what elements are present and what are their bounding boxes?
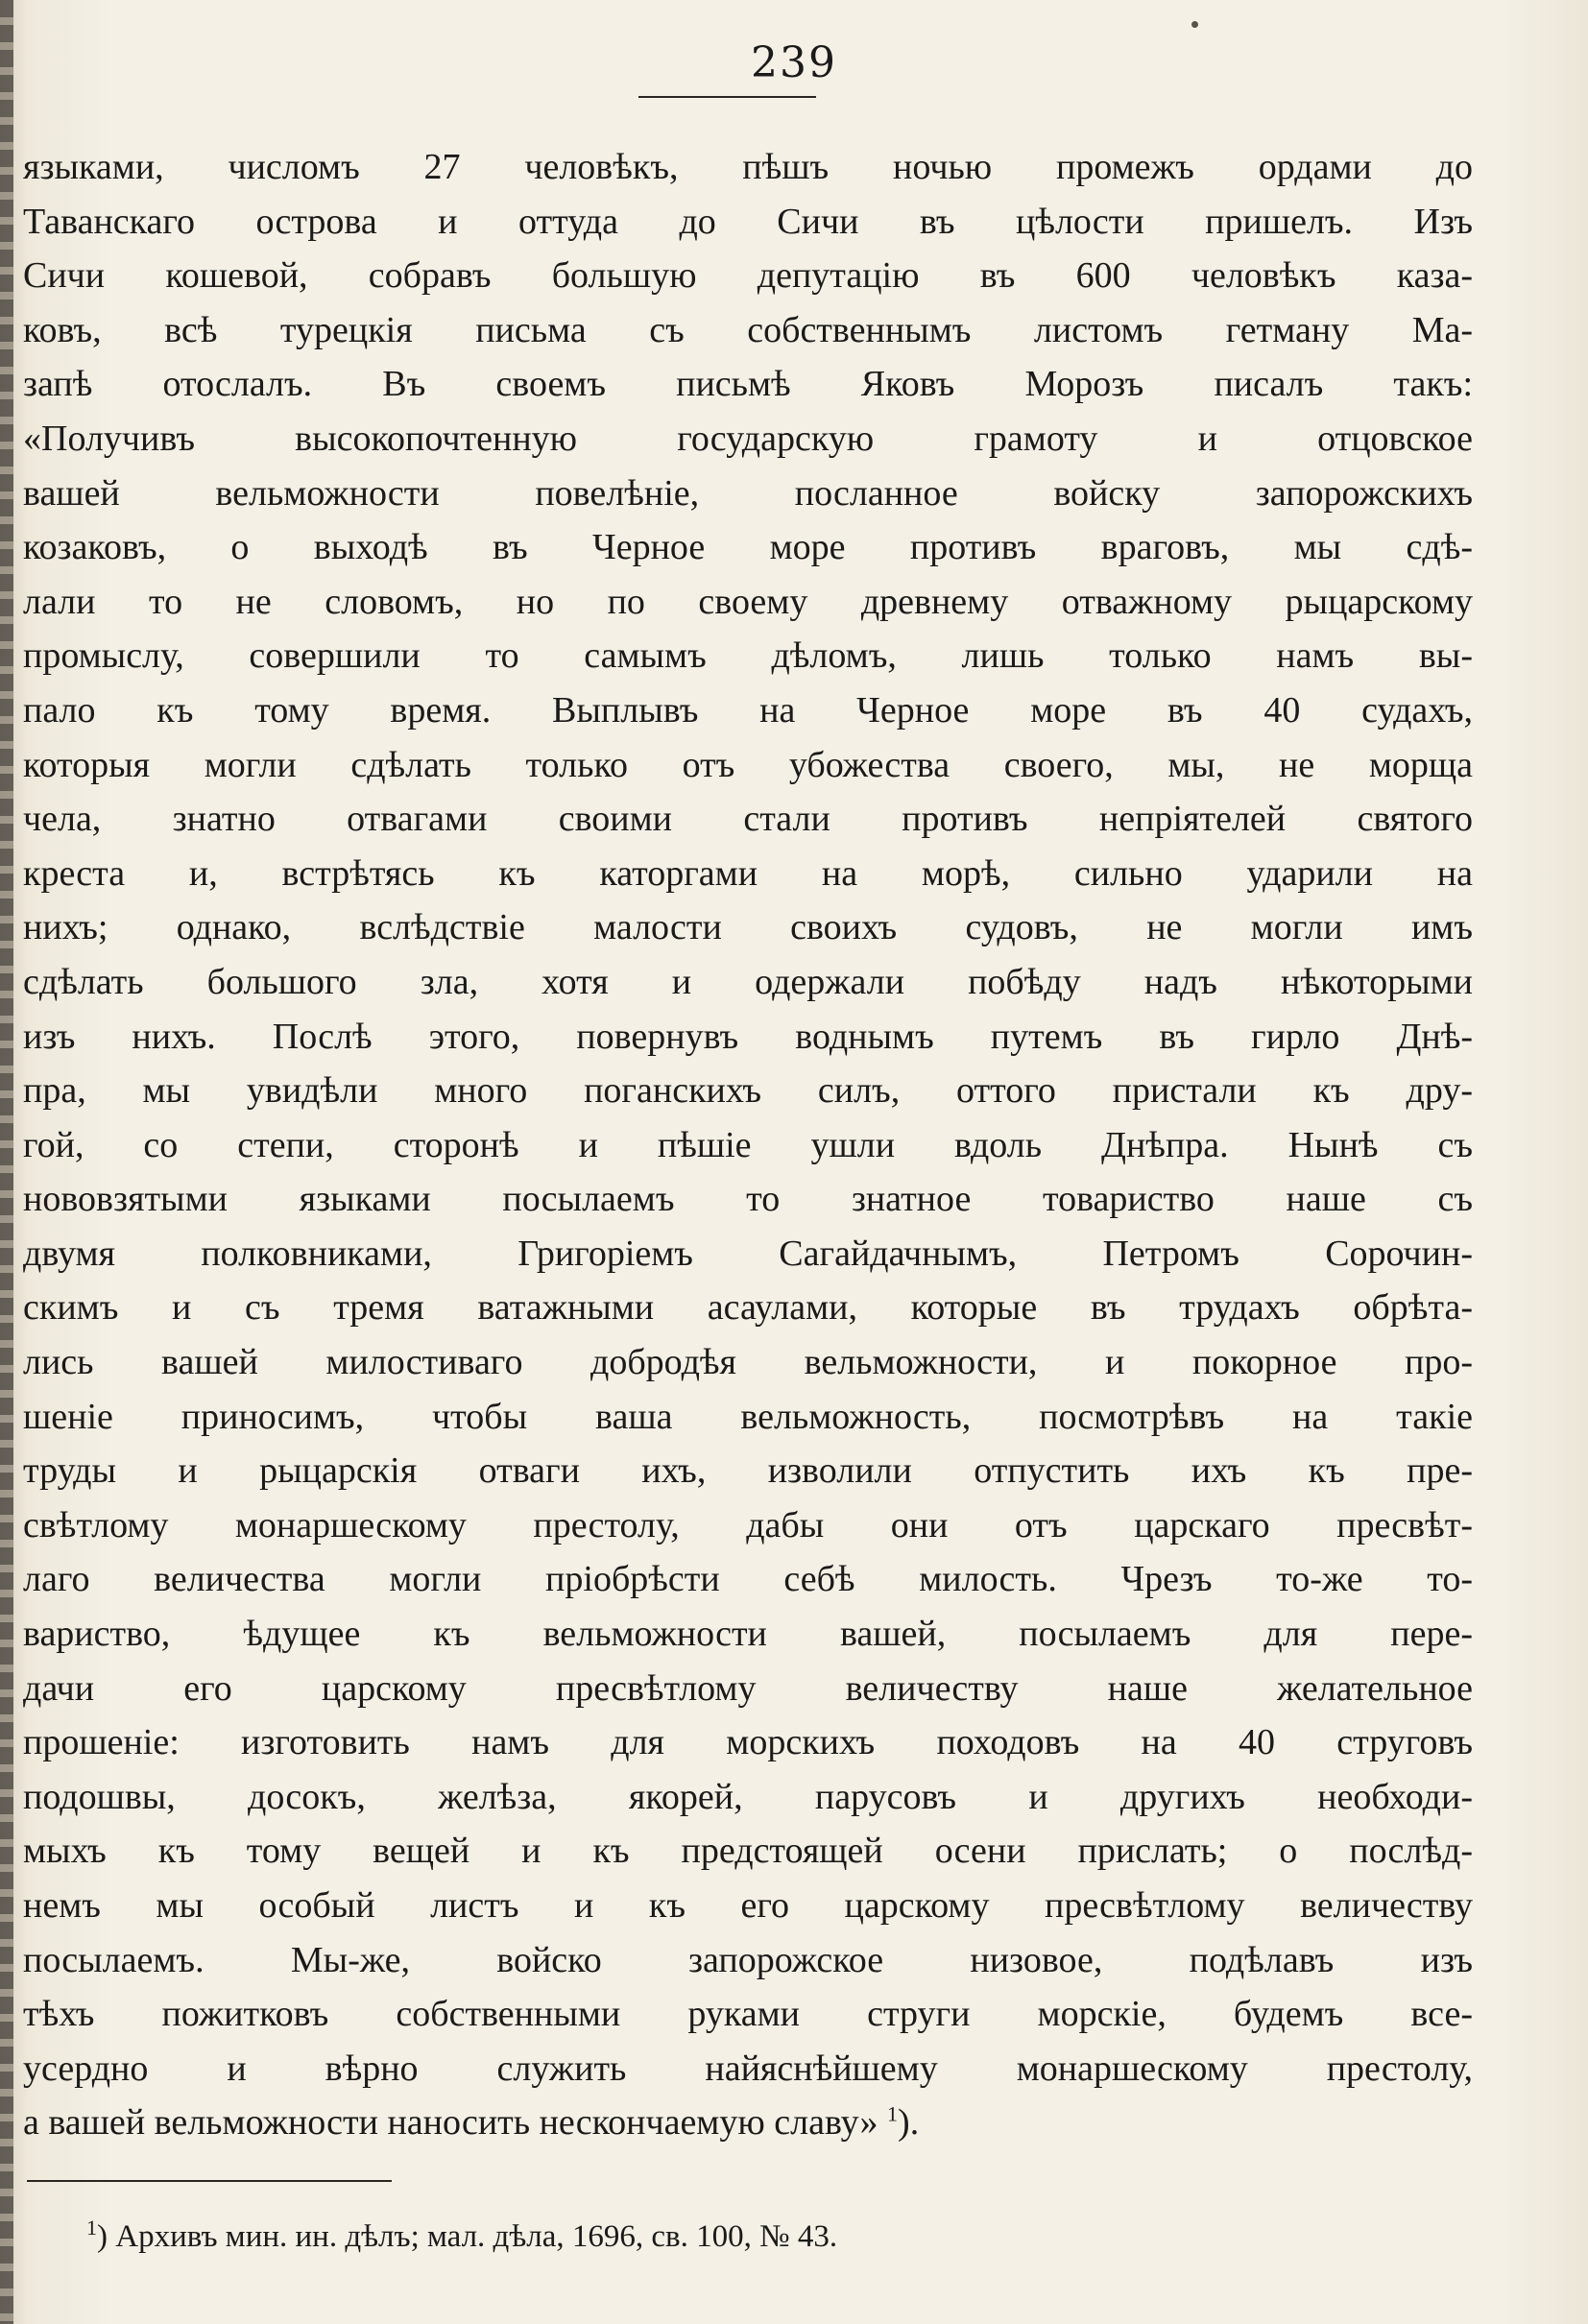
page-number-rule [638,96,816,98]
text-line-last-body: а вашей вельможности наносить нескончаемую славу» [23,2102,878,2144]
text-line: ковъ, всѣ турецкія письма съ собственнымъ листомъ гетману Ма- [23,309,1473,350]
text-line: вашей вельможности повелѣніе, посланное войску запорожскихъ [23,472,1473,514]
text-line: шеніе приносимъ, чтобы ваша вельможность, посмотрѣвъ на такіе [23,1396,1473,1437]
text-line: запѣ отослалъ. Въ своемъ письмѣ Яковъ Морозъ писалъ такъ: [23,364,1473,405]
text-line: изъ нихъ. Послѣ этого, повернувъ воднымъ путемъ въ гирло Днѣ- [23,1016,1473,1057]
text-line: пра, мы увидѣли много поганскихъ силъ, оттого пристали къ дру- [23,1070,1473,1112]
footnote-reference-mark: 1 [887,2101,899,2126]
text-line: Таванскаго острова и оттуда до Сичи въ цѣлости пришелъ. Изъ [23,201,1473,242]
text-line-last-end: ). [898,2102,920,2144]
text-line: лаго величества могли пріобрѣсти себѣ милость. Чрезъ то-же то- [23,1559,1473,1600]
text-line: «Получивъ высокопочтенную государскую грамоту и отцовское [23,418,1473,459]
text-line: козаковъ, о выходѣ въ Черное море противъ враговъ, мы сдѣ- [23,527,1473,568]
text-line: лись вашей милостиваго добродѣя вельможности, и покорное про- [23,1342,1473,1383]
footnote-text: ) Архивъ мин. ин. дѣлъ; мал. дѣла, 1696, св. 100, № 43. [97,2219,838,2254]
text-line: свѣтлому монаршескому престолу, дабы они отъ царскаго пресвѣт- [23,1504,1473,1545]
text-line: которыя могли сдѣлать только отъ убожества своего, мы, не морща [23,744,1473,785]
text-line: посылаемъ. Мы-же, войско запорожское низовое, подѣлавъ изъ [23,1939,1473,1980]
text-line: сдѣлать большого зла, хотя и одержали побѣду надъ нѣкоторыми [23,961,1473,1002]
text-line: промыслу, совершили то самымъ дѣломъ, лишь только намъ вы- [23,635,1473,677]
text-line: немъ мы особый листъ и къ его царскому пресвѣтлому величеству [23,1885,1473,1926]
text-line: вариство, ѣдущее къ вельможности вашей, посылаемъ для пере- [23,1614,1473,1655]
text-line: языками, числомъ 27 человѣкъ, пѣшъ ночью промежъ ордами до [23,147,1473,187]
text-line: скимъ и съ тремя ватажными асаулами, которые въ трудахъ обрѣта- [23,1287,1473,1329]
text-line: дачи его царскому пресвѣтлому величеству наше желательное [23,1667,1473,1709]
text-line: нововзятыми языками посылаемъ то знатное товариство наше съ [23,1179,1473,1220]
ink-speck [1191,21,1198,28]
footnote-rule [27,2180,392,2182]
footnote [86,2216,838,2255]
text-line: креста и, встрѣтясь къ каторгами на морѣ, сильно ударили на [23,852,1473,894]
body-text [23,140,1473,2150]
text-line: мыхъ къ тому вещей и къ предстоящей осени прислать; о послѣд- [23,1831,1473,1872]
text-line-last [23,2096,1473,2150]
space [878,2102,888,2143]
text-line: тѣхъ пожитковъ собственными руками струги морскіе, будемъ все- [23,1994,1473,2035]
text-line: подошвы, досокъ, желѣза, якорей, парусовъ и другихъ необходи- [23,1776,1473,1817]
text-line: усердно и вѣрно служить найяснѣйшему монаршескому престолу, [23,2048,1473,2089]
text-line: двумя полковниками, Григоріемъ Сагайдачнымъ, Петромъ Сорочин- [23,1233,1473,1274]
text-line: труды и рыцарскія отваги ихъ, изволили отпустить ихъ къ пре- [23,1450,1473,1492]
footnote-mark: 1 [86,2216,97,2240]
text-line: лали то не словомъ, но по своему древнему отважному рыцарскому [23,581,1473,622]
page-spine-edge [0,0,13,2324]
text-line: Сичи кошевой, собравъ большую депутацію въ 600 человѣкъ каза- [23,255,1473,297]
text-line: чела, знатно отвагами своими стали противъ непріятелей святого [23,799,1473,840]
page-number: 239 [751,38,837,87]
text-line: пало къ тому время. Выплывъ на Черное море въ 40 судахъ, [23,689,1473,731]
text-line: нихъ; однако, вслѣдствіе малости своихъ судовъ, не могли имъ [23,907,1473,948]
text-line: прошеніе: изготовить намъ для морскихъ походовъ на 40 струговъ [23,1722,1473,1763]
text-line: гой, со степи, сторонѣ и пѣшіе ушли вдоль Днѣпра. Нынѣ съ [23,1124,1473,1165]
